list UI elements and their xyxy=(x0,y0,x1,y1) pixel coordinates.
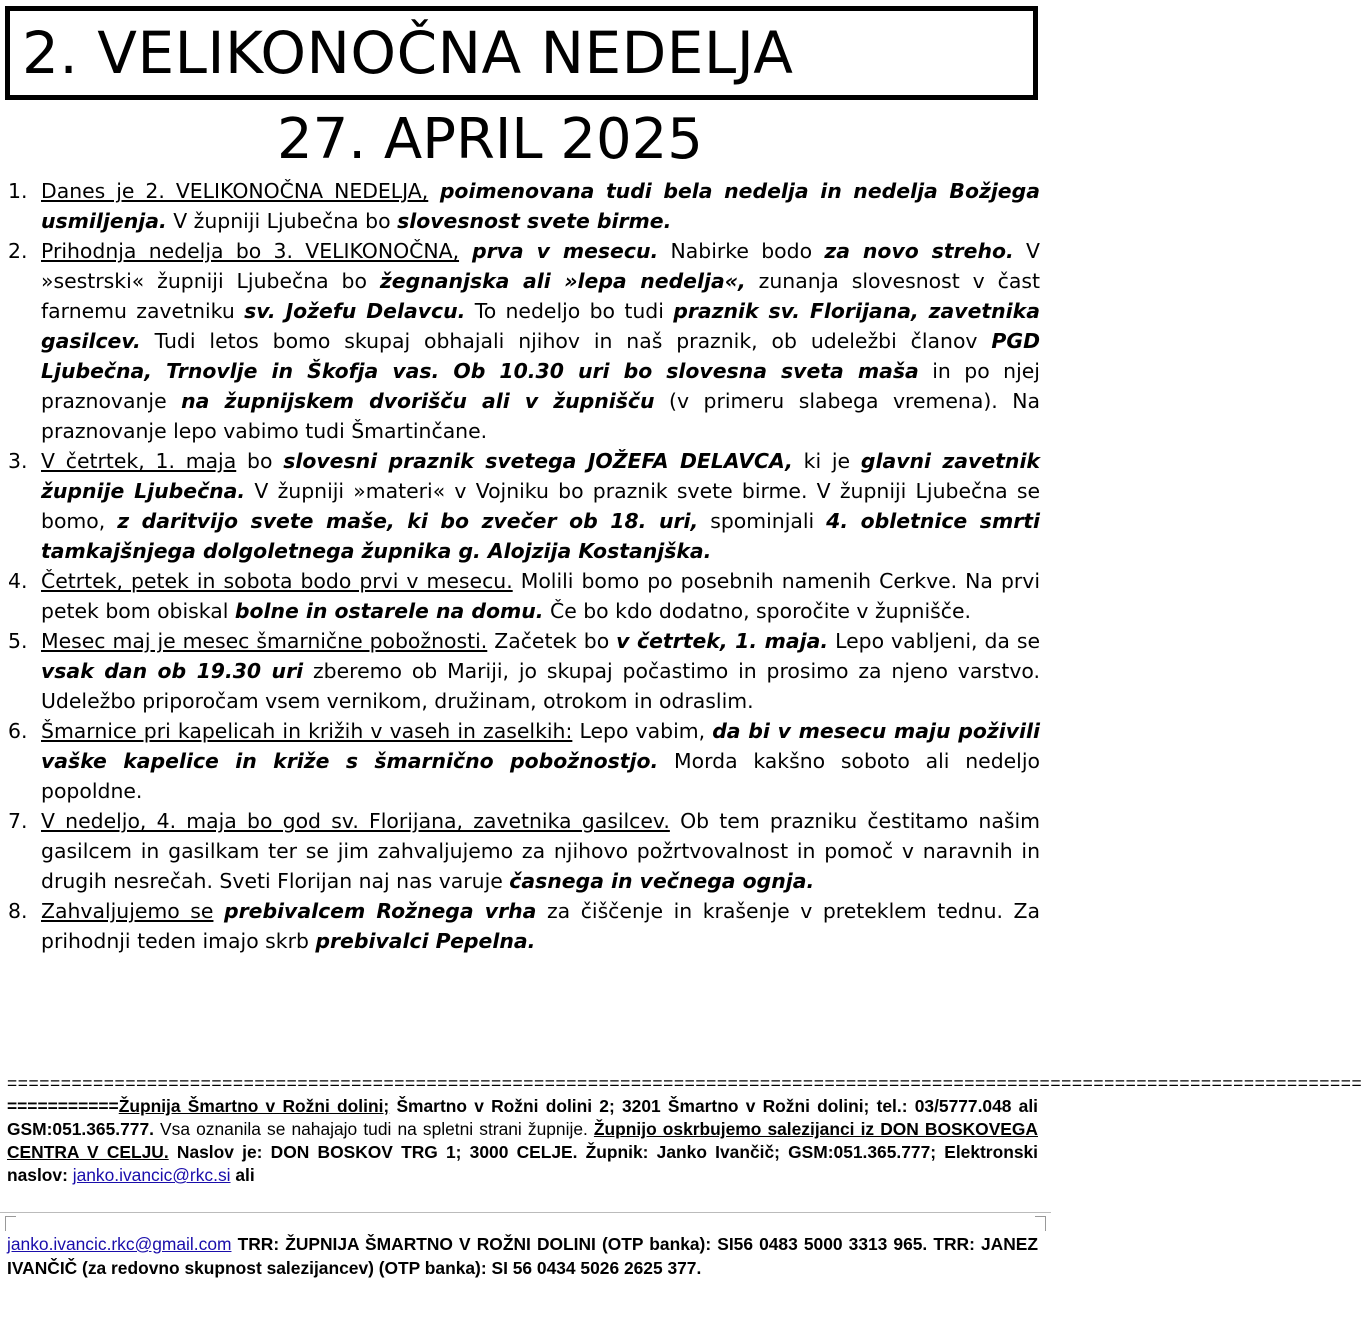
item-number: 6. xyxy=(8,719,28,743)
item-lead: Zahvaljujemo se xyxy=(41,899,214,923)
list-item: 2. Prihodnja nedelja bo 3. VELIKONOČNA, prva v mesecu. Nabirke bodo za novo streho. V »sestrski« župniji Ljubečna bo žegnanjska ali »lepa nedelja«, zunanja slovesnost v čast farnemu zavetniku sv. Jožefu Delavcu. To nedeljo bo tudi praznik sv. Florijana, zavetnika gasilcev. Tudi letos bomo skupaj obhajali njihov in naš praznik, ob udeležbi članov PGD Ljubečna, Trnovlje in Škofja vas. Ob 10.30 uri bo slovesna sveta maša in po njej praznovanje na župnijskem dvorišču ali v župnišču (v primeru slabega vremena). Na praznovanje lepo vabimo tudi Šmartinčane. xyxy=(0,236,1040,446)
item-lead: V nedeljo, 4. maja bo god sv. Florijana, zavetnika gasilcev. xyxy=(41,809,670,833)
contact-info: Naslov je: DON BOSKOV TRG 1; 3000 CELJE. Župnik: Janko Ivančič; GSM:051.365.777; Elektronski naslov: xyxy=(7,1142,1038,1185)
item-lead: Danes je 2. VELIKONOČNA NEDELJA, xyxy=(41,179,429,203)
list-item: 8. Zahvaljujemo se prebivalcem Rožnega vrha za čiščenje in krašenje v preteklem tednu. Za prihodnji teden imajo skrb prebivalci Pepelna. xyxy=(0,896,1040,956)
footer-info: ===========Župnija Šmartno v Rožni dolini; Šmartno v Rožni dolini 2; 3201 Šmartno v Rožni dolini; tel.: 03/5777.048 ali GSM:051.365.777. Vsa oznanila se nahajajo tudi na spletni strani župnije. Župnijo oskrbujemo salezijanci iz DON BOSKOVEGA CENTRA V CELJU. Naslov je: DON BOSKOV TRG 1; 3000 CELJE. Župnik: Janko Ivančič; GSM:051.365.777; Elektronski naslov: janko.ivancic@rkc.si ali xyxy=(7,1096,1039,1185)
item-number: 8. xyxy=(8,899,28,923)
list-item: 4. Četrtek, petek in sobota bodo prvi v mesecu. Molili bomo po posebnih namenih Cerkve. Na prvi petek bom obiskal bolne in ostarele na domu. Če bo kdo dodatno, sporočite v župnišče. xyxy=(0,566,1040,626)
parish-name: Župnija Šmartno v Rožni dolini; xyxy=(118,1096,390,1116)
crop-mark-right xyxy=(1035,1216,1046,1231)
item-number: 4. xyxy=(8,569,28,593)
footer xyxy=(7,1072,1362,1187)
item-number: 3. xyxy=(8,449,28,473)
list-item: 7. V nedeljo, 4. maja bo god sv. Florijana, zavetnika gasilcev. Ob tem prazniku čestitamo našim gasilcem in gasilkam ter se jim zahvaljujemo za njihovo požrtvovalnost in pomoč v naravnih in drugih nesrečah. Sveti Florijan naj nas varuje časnega in večnega ognja. xyxy=(0,806,1040,896)
date-heading: 27. APRIL 2025 xyxy=(277,107,703,172)
salesians-note: Župnijo oskrbujemo salezijanci iz DON BOSKOVEGA CENTRA V CELJU. xyxy=(7,1119,1038,1162)
item-number: 1. xyxy=(8,179,28,203)
list-item: 1. Danes je 2. VELIKONOČNA NEDELJA, poimenovana tudi bela nedelja in nedelja Božjega usmiljenja. V župniji Ljubečna bo slovesnost svete birme. xyxy=(0,176,1040,236)
bank-accounts: TRR: ŽUPNIJA ŠMARTNO V ROŽNI DOLINI (OTP banka): SI56 0483 5000 3313 965. TRR: JANEZ IVANČIČ (za redovno skupnost salezijancev) (OTP banka): SI 56 0434 5026 2625 377. xyxy=(7,1234,1038,1278)
item-number: 5. xyxy=(8,629,28,653)
list-item: 3. V četrtek, 1. maja bo slovesni praznik svetega JOŽEFA DELAVCA, ki je glavni zavetnik župnije Ljubečna. V župniji »materi« v Vojniku bo praznik svete birme. V župniji Ljubečna se bomo, z daritvijo svete maše, ki bo zvečer ob 18. uri, spominjali 4. obletnice smrti tamkajšnjega dolgoletnega župnika g. Alojzija Kostanjška. xyxy=(0,446,1040,566)
item-lead: Šmarnice pri kapelicah in križih v vaseh in zaselkih: xyxy=(41,719,573,743)
list-item: 5. Mesec maj je mesec šmarnične pobožnosti. Začetek bo v četrtek, 1. maja. Lepo vabljeni, da se vsak dan ob 19.30 uri zberemo ob Mariji, jo skupaj počastimo in prosimo za njeno varstvo. Udeležbo priporočam vsem vernikom, družinam, otrokom in odraslim. xyxy=(0,626,1040,716)
email-link[interactable]: janko.ivancic.rkc@gmail.com xyxy=(7,1234,232,1254)
item-lead: Prihodnja nedelja bo 3. VELIKONOČNA, xyxy=(41,239,460,263)
separator: ============================================================================================================================== xyxy=(7,1073,1362,1093)
announcements-list xyxy=(0,176,1040,956)
crop-mark-left xyxy=(5,1216,16,1231)
item-lead: Četrtek, petek in sobota bodo prvi v mesecu. xyxy=(41,569,513,593)
item-number: 2. xyxy=(8,239,28,263)
email-link[interactable]: janko.ivancic@rkc.si xyxy=(72,1165,231,1185)
parish-address: Šmartno v Rožni dolini 2; 3201 Šmartno v Rožni dolini; tel.: 03/5777.048 ali GSM:051.365.777. xyxy=(7,1096,1039,1139)
list-item: 6. Šmarnice pri kapelicah in križih v vaseh in zaselkih: Lepo vabim, da bi v mesecu maju poživili vaške kapelice in križe s šmarnično pobožnostjo. Morda kakšno soboto ali nedeljo popoldne. xyxy=(0,716,1040,806)
item-lead: V četrtek, 1. maja xyxy=(41,449,237,473)
page-break xyxy=(0,1212,1051,1230)
page-title: 2. VELIKONOČNA NEDELJA xyxy=(5,6,1038,100)
footer-bank xyxy=(7,1232,1038,1280)
item-lead: Mesec maj je mesec šmarnične pobožnosti. xyxy=(41,629,488,653)
item-number: 7. xyxy=(8,809,28,833)
